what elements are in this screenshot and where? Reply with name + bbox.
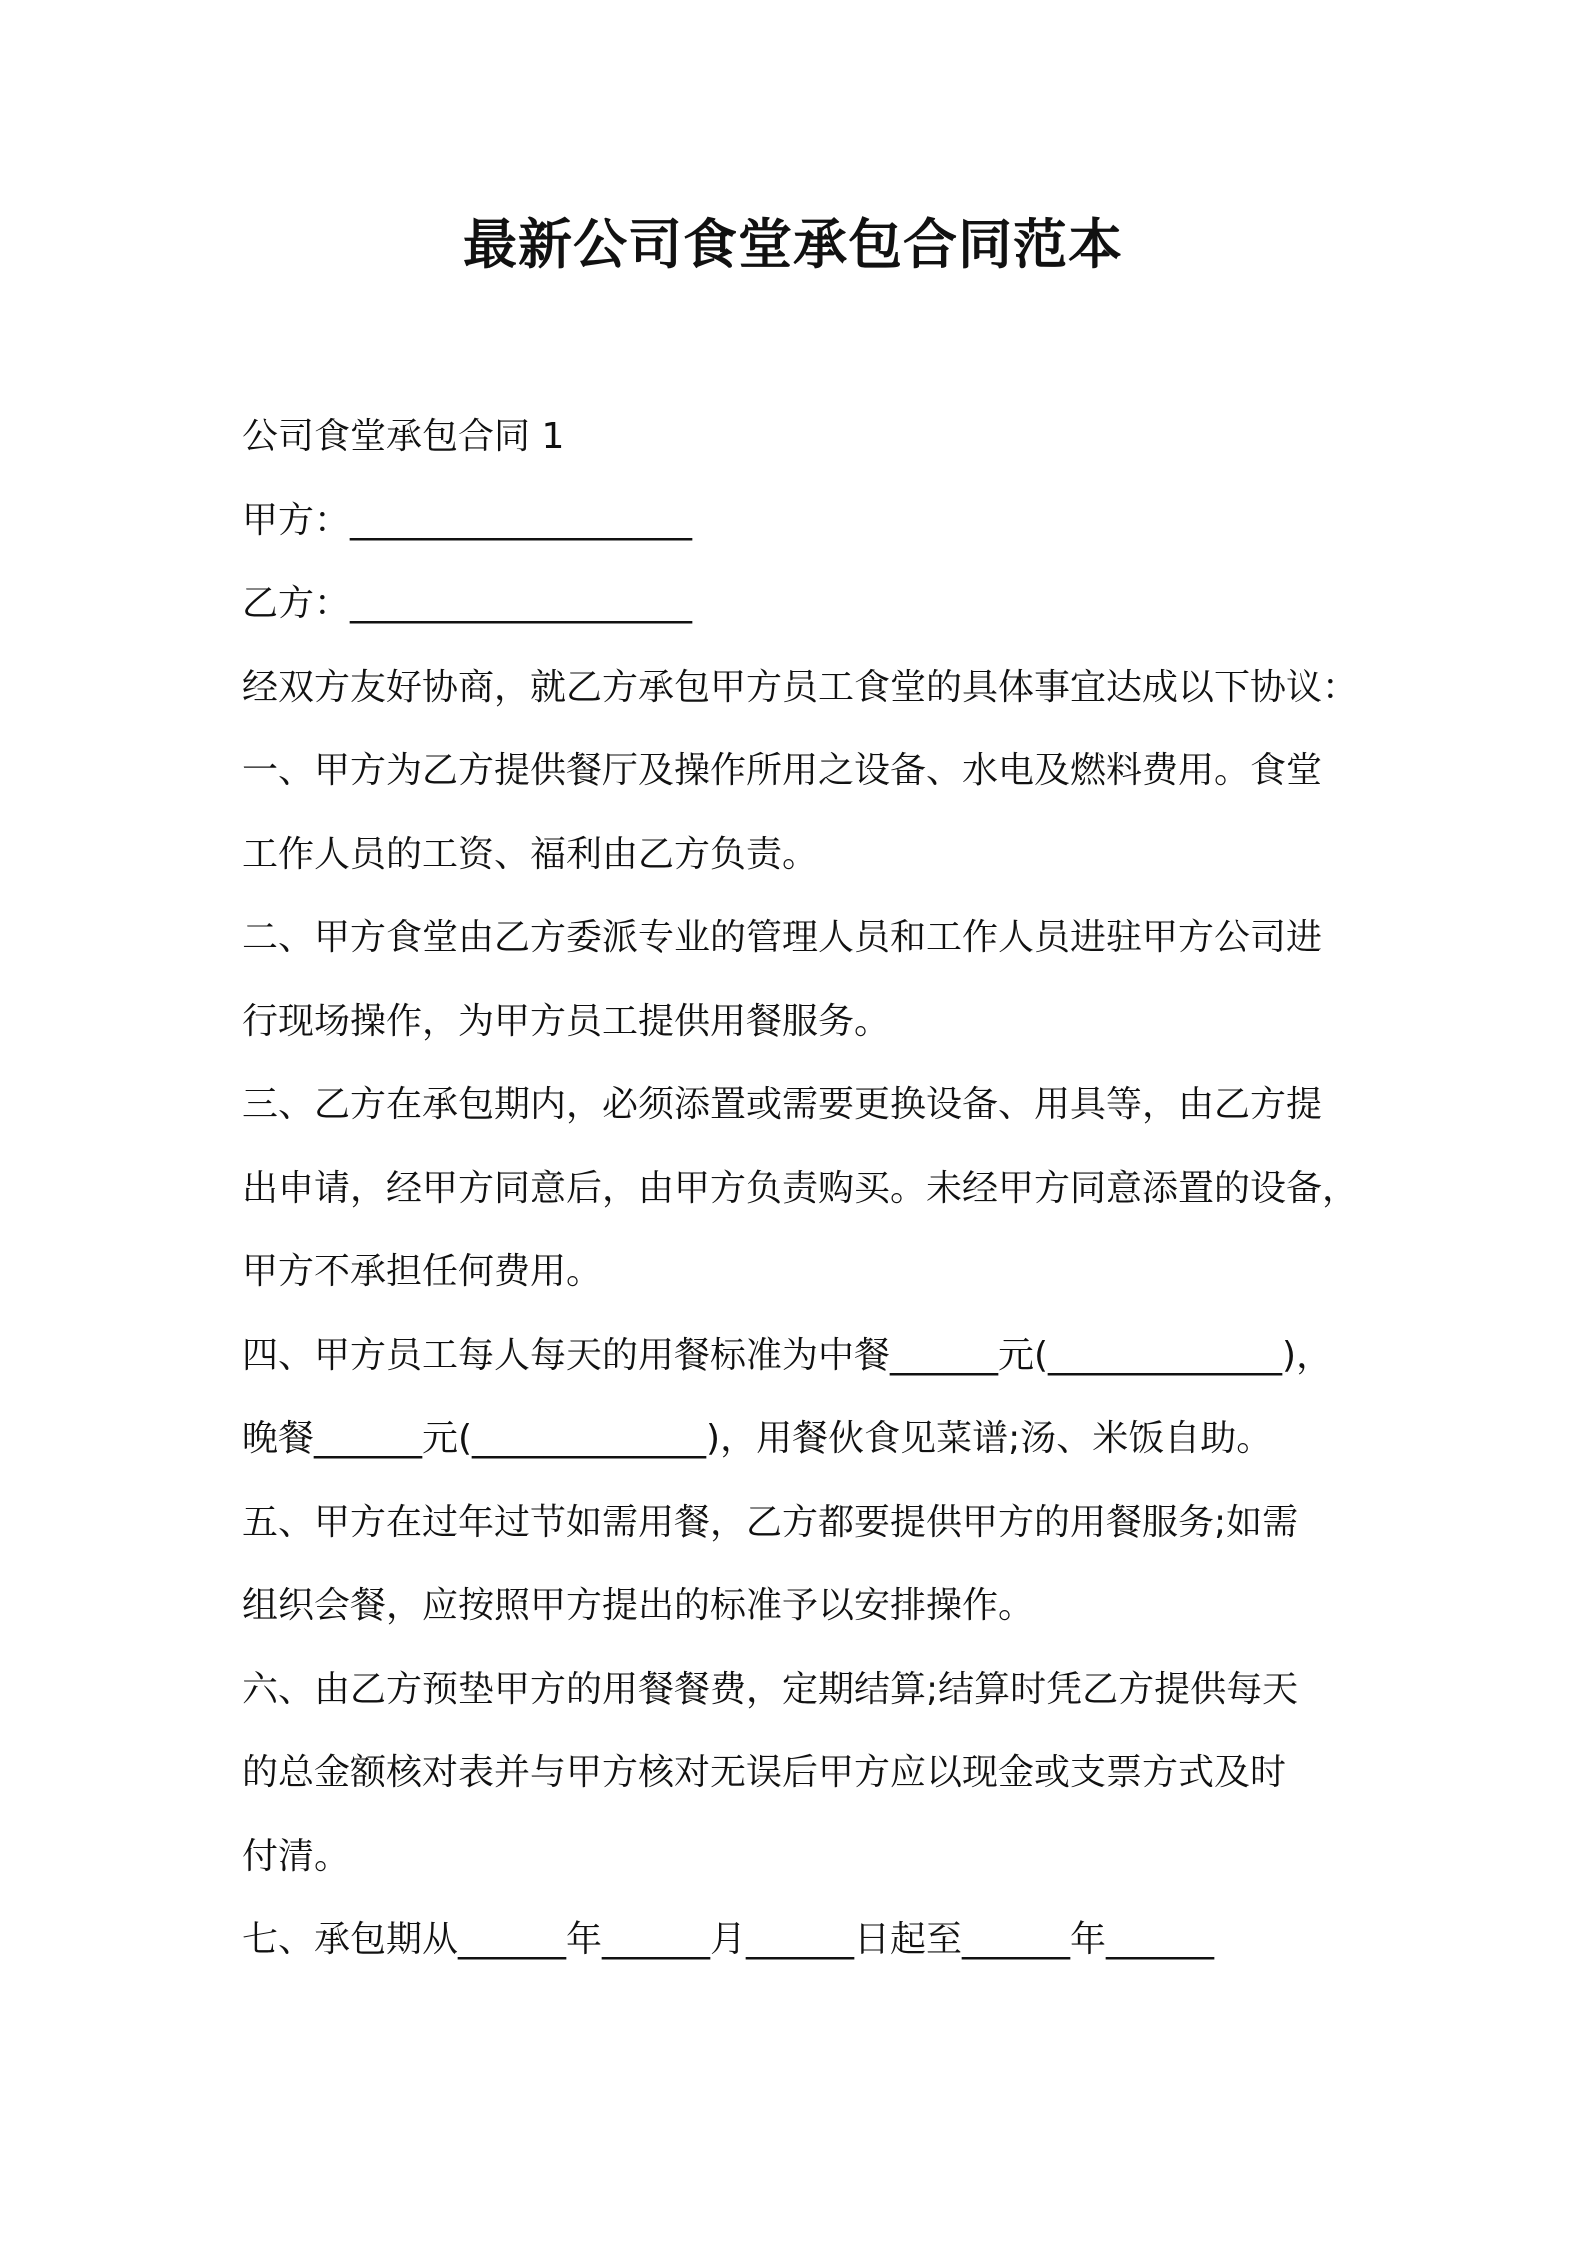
clause-3-line-2: 出申请，经甲方同意后，由甲方负责购买。未经甲方同意添置的设备， (242, 1167, 1359, 1209)
contract-heading: 公司食堂承包合同 1 (242, 416, 565, 457)
clause-6-line-1: 六、由乙方预垫甲方的用餐餐费，定期结算;结算时凭乙方提供每天 (242, 1668, 1299, 1710)
clause-3-line-3: 甲方不承担任何费用。 (242, 1251, 603, 1292)
document-body (242, 395, 1372, 1982)
clause-6-line-3: 付清。 (242, 1835, 351, 1877)
clause-5-line-2: 组织会餐，应按照甲方提出的标准予以安排操作。 (242, 1585, 1035, 1626)
clause-4-line-1: 四、甲方员工每人每天的用餐标准为中餐______元(_____________)， (242, 1334, 1333, 1376)
party-b-line: 乙方：___________________ (242, 583, 693, 624)
clause-7-line-1: 七、承包期从______年______月______日起至______年______ (242, 1919, 1215, 1960)
preamble-line: 经双方友好协商，就乙方承包甲方员工食堂的具体事宜达成以下协议： (242, 666, 1359, 708)
clause-2-line-2: 行现场操作，为甲方员工提供用餐服务。 (242, 1000, 891, 1042)
clause-6-line-2: 的总金额核对表并与甲方核对无误后甲方应以现金或支票方式及时 (242, 1752, 1287, 1793)
party-a-line: 甲方：___________________ (242, 499, 693, 541)
clause-5-line-1: 五、甲方在过年过节如需用餐，乙方都要提供甲方的用餐服务;如需 (242, 1501, 1299, 1543)
clause-1-line-2: 工作人员的工资、福利由乙方负责。 (242, 833, 819, 875)
document-title: 最新公司食堂承包合同范本 (463, 213, 1123, 276)
clause-2-line-1: 二、甲方食堂由乙方委派专业的管理人员和工作人员进驻甲方公司进 (242, 917, 1323, 958)
clause-4-line-2: 晚餐______元(_____________)，用餐伙食见菜谱;汤、米饭自助。 (242, 1418, 1273, 1459)
clause-1-line-1: 一、甲方为乙方提供餐厅及操作所用之设备、水电及燃料费用。食堂 (242, 750, 1323, 791)
clause-3-line-1: 三、乙方在承包期内，必须添置或需要更换设备、用具等，由乙方提 (242, 1084, 1323, 1125)
